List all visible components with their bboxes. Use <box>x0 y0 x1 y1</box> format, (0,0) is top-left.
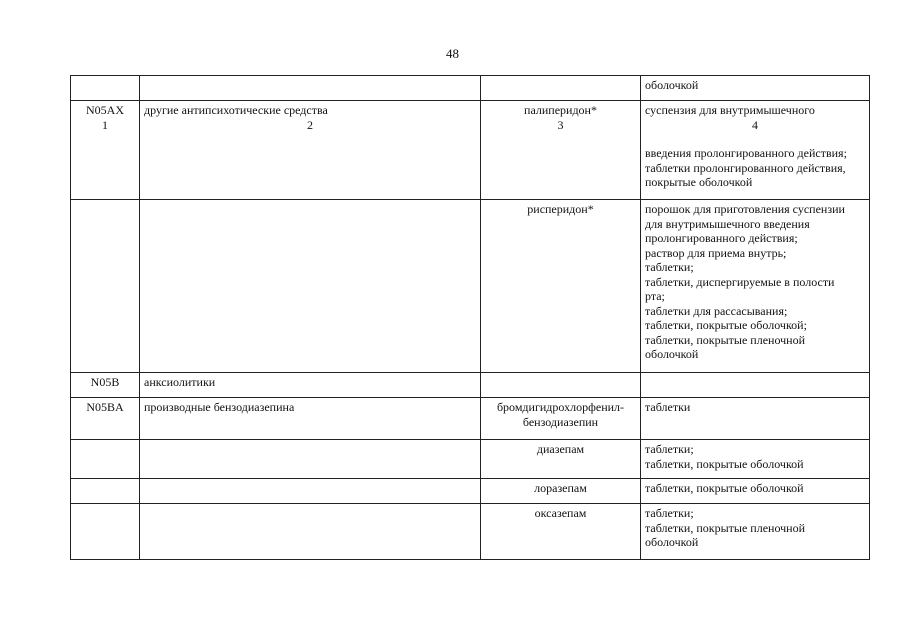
dosage-form-cell <box>641 200 870 373</box>
column-number: 4 <box>752 117 758 132</box>
dosage-form-line: таблетки, покрытые пленочной <box>645 332 806 347</box>
table-row <box>71 101 870 200</box>
dosage-form-line: введения пролонгированного действия; <box>645 146 847 160</box>
dosage-form-line: таблетки пролонгированного действия, <box>645 160 846 175</box>
dosage-form-line: суспензия для внутримышечного <box>645 103 815 117</box>
drug-cell <box>481 76 641 101</box>
atc-code-cell <box>71 479 140 504</box>
atc-code-cell <box>71 76 140 101</box>
drug-classification-table <box>70 75 870 560</box>
dosage-form-line: таблетки; <box>645 442 694 456</box>
group-cell <box>140 76 481 101</box>
dosage-form-line: таблетки <box>645 400 691 414</box>
drug-cell <box>481 398 641 440</box>
dosage-form-line: для внутримышечного введения <box>645 216 810 231</box>
dosage-form-line: таблетки; <box>645 506 694 520</box>
column-number: 2 <box>307 117 313 132</box>
atc-code: N05AX <box>86 103 124 117</box>
drug-name-line: бензодиазепин <box>522 414 599 429</box>
dosage-form-cell <box>641 398 870 440</box>
dosage-form-line: таблетки; <box>645 260 694 274</box>
group-cell: производные бензодиазепина <box>140 398 481 440</box>
dosage-form-line: таблетки, покрытые оболочкой <box>645 481 804 495</box>
dosage-form-line: рта; <box>645 289 665 303</box>
table-row <box>71 200 870 373</box>
dosage-form-line: оболочкой <box>645 347 699 361</box>
table-row <box>71 76 870 101</box>
dosage-form-line: пролонгированного действия; <box>645 231 798 245</box>
dosage-form-line: таблетки, диспергируемые в полости <box>645 274 835 289</box>
dosage-form-cell <box>641 101 870 200</box>
atc-code-cell <box>71 440 140 479</box>
dosage-form-line: оболочкой <box>645 78 699 92</box>
group-cell <box>140 479 481 504</box>
dosage-form-line: таблетки, покрытые оболочкой <box>645 456 804 471</box>
atc-code-cell <box>71 504 140 560</box>
table-row <box>71 479 870 504</box>
dosage-form-cell <box>641 479 870 504</box>
table-row <box>71 504 870 560</box>
dosage-form-line: оболочкой <box>645 535 699 549</box>
dosage-form-line: таблетки для рассасывания; <box>645 303 788 318</box>
dosage-form-line: покрытые оболочкой <box>645 175 753 189</box>
atc-code-cell <box>71 200 140 373</box>
table-row <box>71 398 870 440</box>
dosage-form-line: порошок для приготовления суспензии <box>645 202 845 216</box>
group-cell <box>140 440 481 479</box>
group-cell <box>140 504 481 560</box>
table-row <box>71 440 870 479</box>
drug-name: палиперидон* <box>524 103 597 117</box>
group-name: другие антипсихотические средства <box>144 103 328 117</box>
page-number: 48 <box>446 46 459 61</box>
dosage-form-line: таблетки, покрытые пленочной <box>645 520 806 535</box>
drug-cell: рисперидон* <box>481 200 641 373</box>
dosage-form-cell <box>641 76 870 101</box>
drug-name-line: бромдигидрохлорфенил- <box>496 400 625 414</box>
atc-code-cell: N05B <box>71 373 140 398</box>
dosage-form-cell <box>641 504 870 560</box>
dosage-form-line: таблетки, покрытые оболочкой; <box>645 318 807 332</box>
dosage-form-line: раствор для приема внутрь; <box>645 245 787 260</box>
group-cell <box>140 101 481 200</box>
group-cell: анксиолитики <box>140 373 481 398</box>
column-number: 1 <box>102 117 108 132</box>
drug-cell: диазепам <box>481 440 641 479</box>
drug-cell: лоразепам <box>481 479 641 504</box>
drug-cell <box>481 373 641 398</box>
drug-cell <box>481 101 641 200</box>
column-number: 3 <box>557 117 564 132</box>
table-row <box>71 373 870 398</box>
atc-code-cell <box>71 101 140 200</box>
drug-cell: оксазепам <box>481 504 641 560</box>
dosage-form-cell <box>641 373 870 398</box>
group-cell <box>140 200 481 373</box>
spacer <box>645 132 865 146</box>
atc-code-cell: N05BA <box>71 398 140 440</box>
dosage-form-cell <box>641 440 870 479</box>
